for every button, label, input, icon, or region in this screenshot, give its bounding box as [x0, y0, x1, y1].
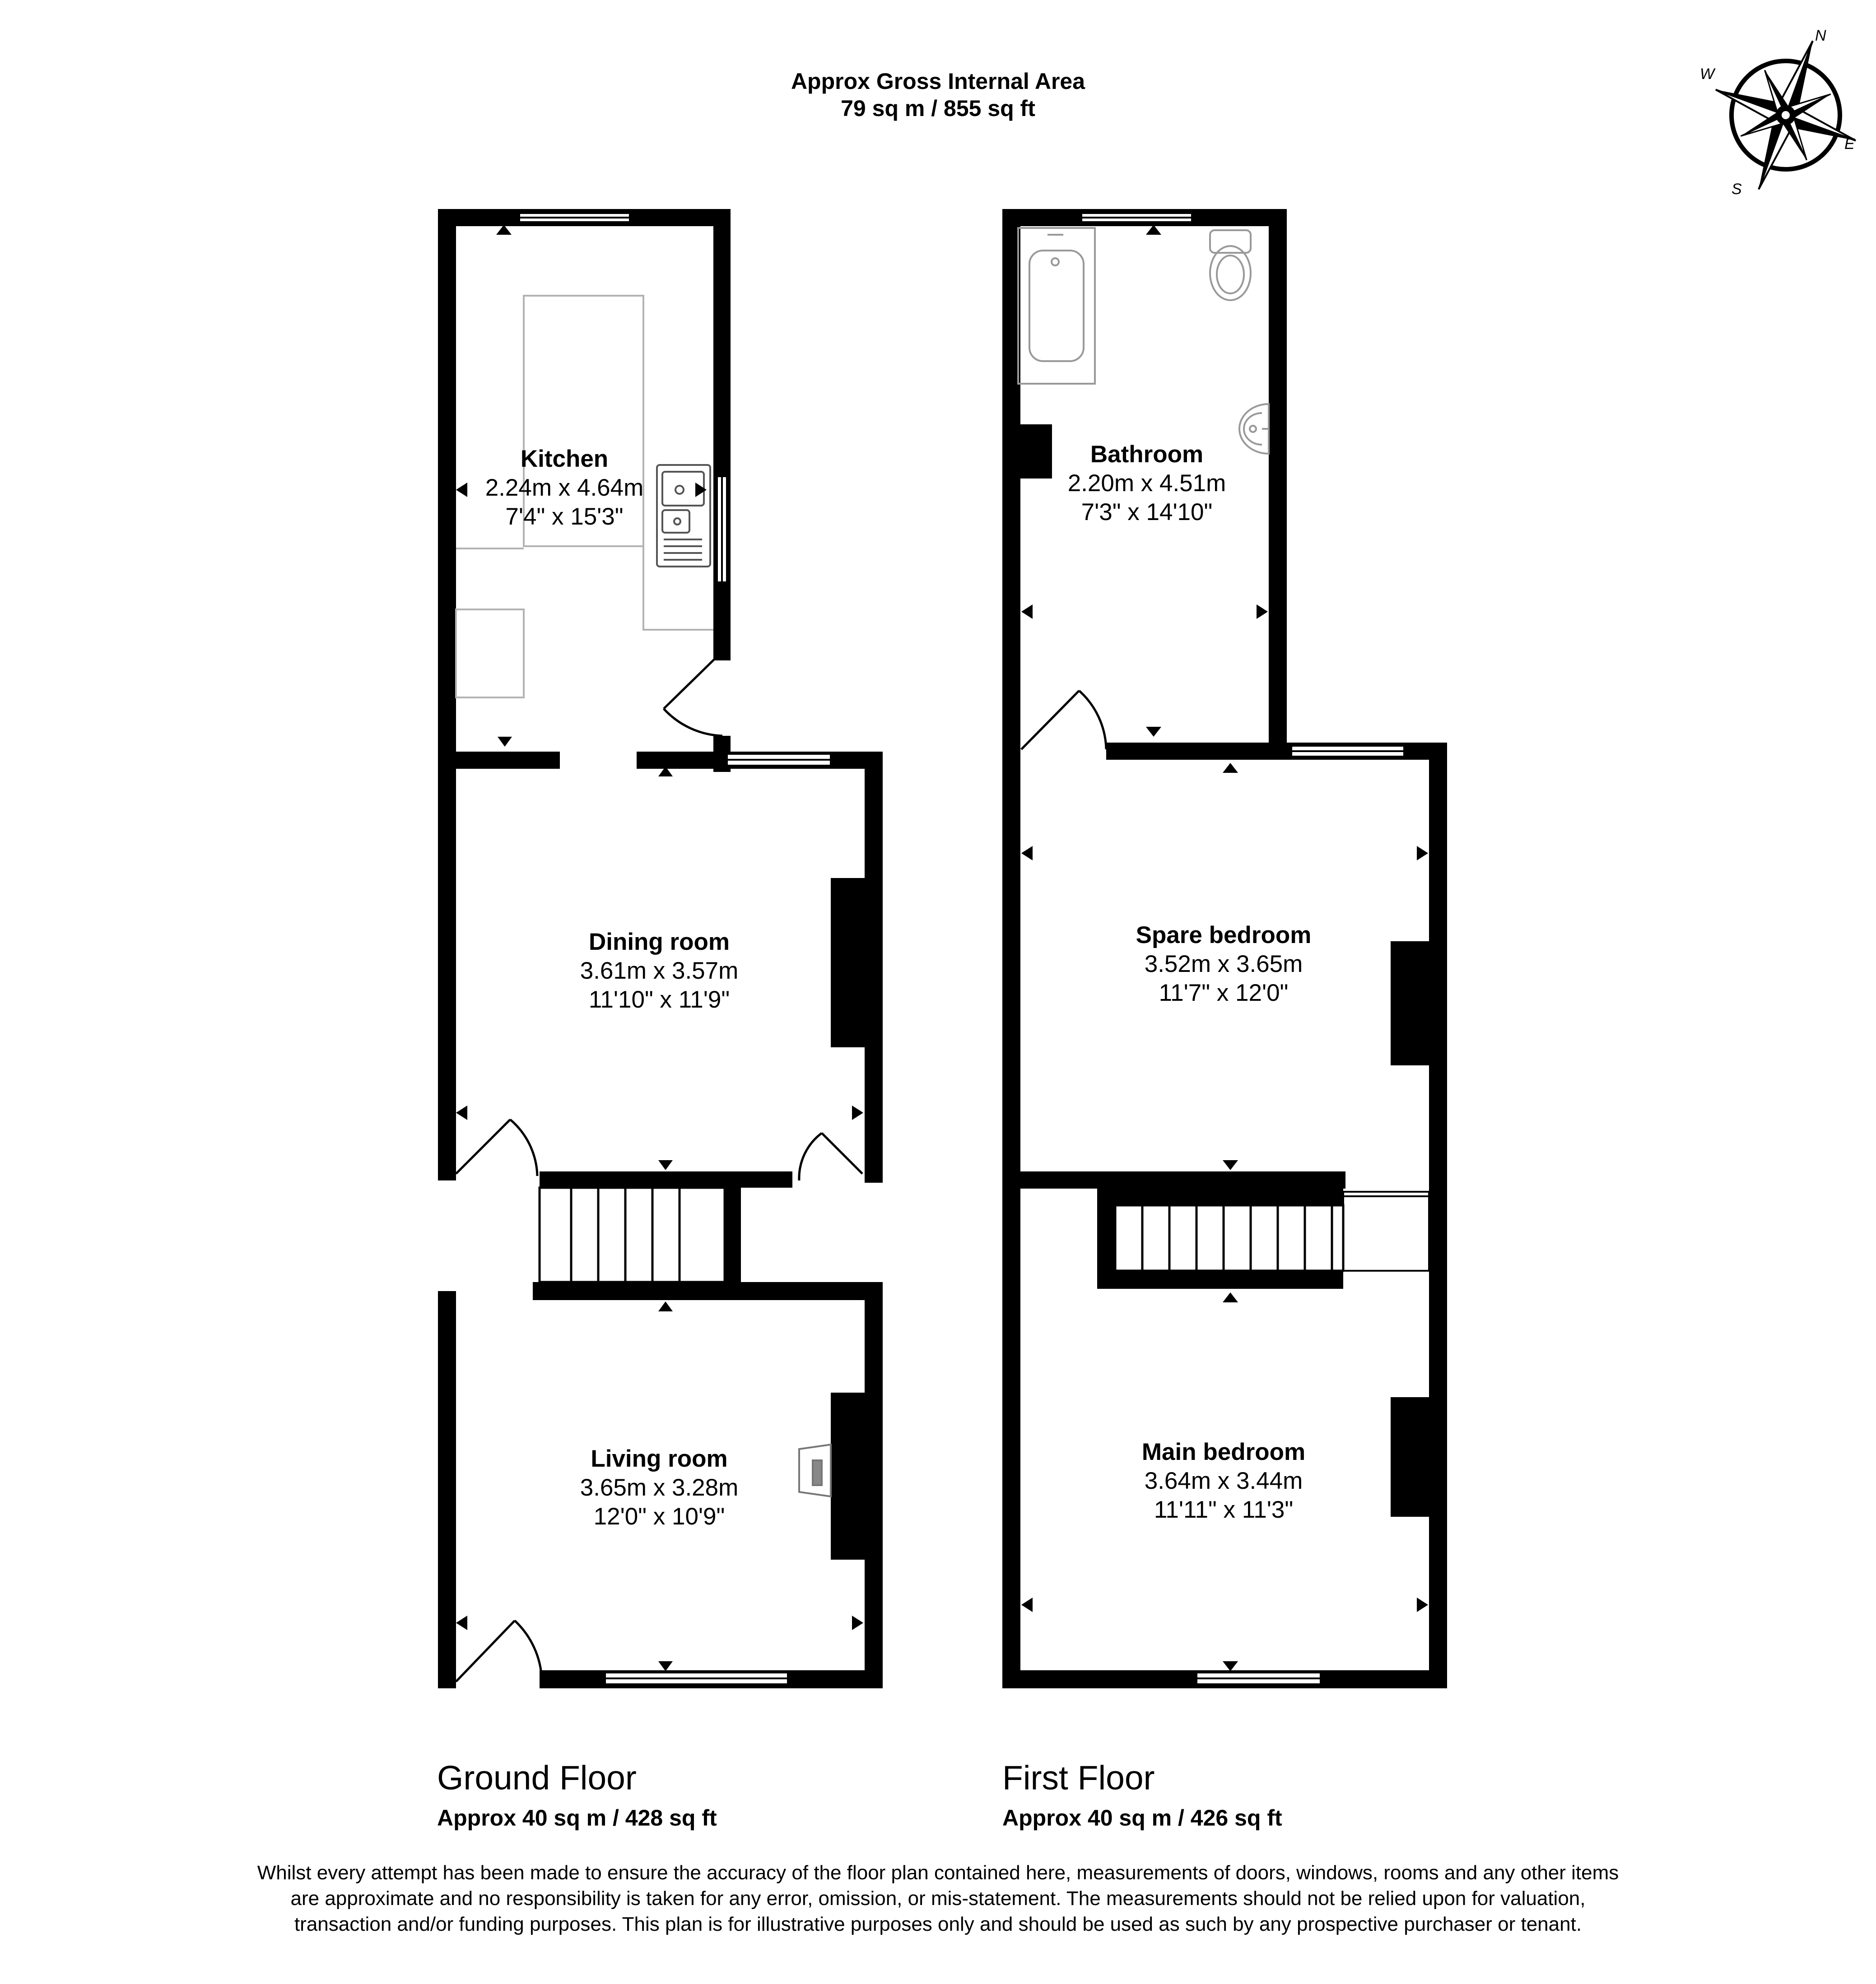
ground-floor-area: Approx 40 sq m / 428 sq ft — [437, 1805, 717, 1831]
window — [717, 476, 727, 582]
door — [664, 649, 725, 736]
disclaimer: Whilst every attempt has been made to ensure the accuracy of the floor plan contained here, measurements of doors, windows, rooms and any other items are approximate and no responsibility is taken for any error, omission, or mis-statement. The measurements should not be relied upon for valuation, transaction and/or funding purposes. This plan is for illustrative purposes only and should be used as such by any prospective purchaser or tenant. — [257, 1862, 1619, 1935]
first-floor-area: Approx 40 sq m / 426 sq ft — [1002, 1805, 1282, 1831]
area-title: Approx Gross Internal Area — [791, 69, 1085, 94]
ground-floor-title: Ground Floor — [437, 1759, 637, 1797]
room-name: Living room — [591, 1445, 728, 1472]
room-label-living — [546, 1445, 772, 1531]
room-imperial: 12'0" x 10'9" — [593, 1503, 725, 1530]
room-imperial: 11'10" x 11'9" — [588, 986, 730, 1013]
window — [1291, 746, 1404, 757]
room-imperial: 7'3" x 14'10" — [1081, 499, 1213, 525]
room-metric: 3.65m x 3.28m — [580, 1474, 739, 1501]
compass-south-label: S — [1732, 181, 1742, 198]
room-name: Spare bedroom — [1136, 922, 1312, 948]
door — [456, 1120, 862, 1180]
door — [1021, 691, 1106, 749]
staircase — [540, 1188, 725, 1282]
room-metric: 2.24m x 4.64m — [485, 474, 644, 501]
dining-living-walls — [438, 752, 883, 1688]
door — [456, 1621, 542, 1682]
room-name: Main bedroom — [1141, 1439, 1306, 1465]
sink — [657, 465, 710, 567]
room-imperial: 11'7" x 12'0" — [1159, 980, 1289, 1006]
room-label-kitchen — [470, 445, 659, 531]
toilet — [1210, 230, 1251, 300]
bathtub — [1018, 228, 1095, 384]
staircase — [1115, 1205, 1343, 1271]
room-label-spare-bedroom — [1111, 921, 1336, 1008]
window — [1196, 1673, 1321, 1684]
room-metric: 3.52m x 3.65m — [1144, 951, 1303, 977]
room-imperial: 7'4" x 15'3" — [505, 503, 624, 530]
window — [727, 754, 831, 766]
window — [1081, 213, 1192, 222]
room-metric: 3.61m x 3.57m — [580, 957, 739, 984]
room-imperial: 11'11" x 11'3" — [1154, 1496, 1294, 1523]
room-label-bathroom — [1034, 440, 1260, 527]
window — [605, 1673, 788, 1684]
fireplace — [799, 1445, 831, 1496]
room-metric: 2.20m x 4.51m — [1067, 470, 1226, 497]
landing — [1343, 1192, 1429, 1271]
room-name: Dining room — [588, 929, 730, 955]
first-floor-title: First Floor — [1002, 1759, 1155, 1797]
compass-north-label: N — [1815, 27, 1826, 44]
compass-rose — [1689, 15, 1876, 215]
window — [519, 213, 630, 222]
compass-east-label: E — [1844, 135, 1855, 153]
room-name: Kitchen — [520, 446, 609, 472]
room-label-main-bedroom — [1111, 1438, 1336, 1524]
room-metric: 3.64m x 3.44m — [1144, 1468, 1303, 1494]
room-label-dining — [546, 928, 772, 1014]
compass-west-label: W — [1700, 65, 1715, 83]
total-area: 79 sq m / 855 sq ft — [841, 96, 1035, 121]
room-name: Bathroom — [1090, 441, 1204, 468]
